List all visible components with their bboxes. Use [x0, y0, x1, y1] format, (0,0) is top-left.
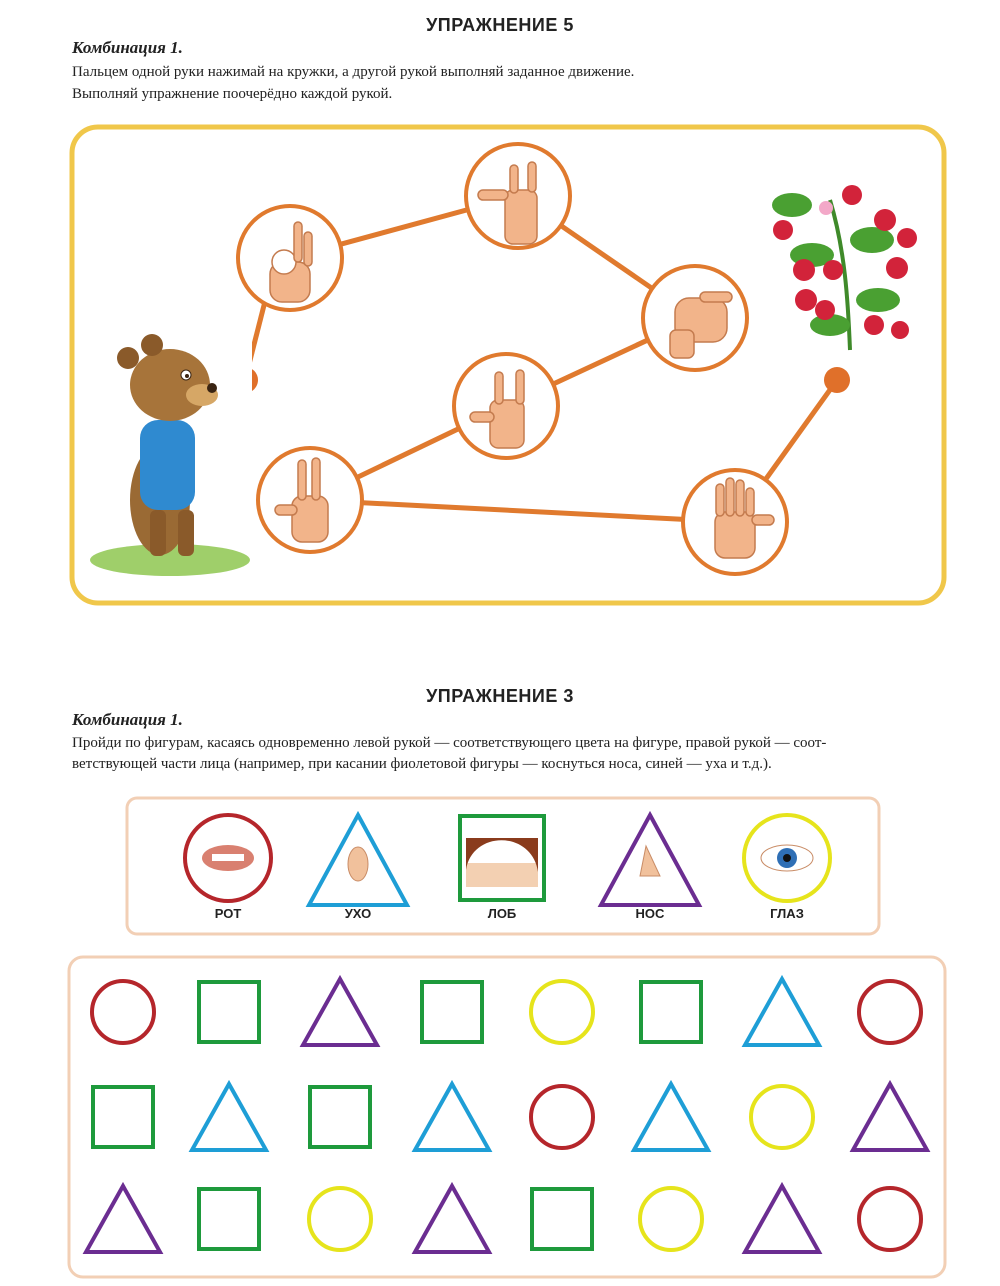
mouth-icon — [202, 845, 254, 871]
exercise3-instruction-line2: ветствующей части лица (например, при касании фиолетовой фигуры — коснуться носа, синей — уха и т.д.). — [72, 756, 772, 772]
exercise3-instruction-line1: Пройди по фигурам, касаясь одновременно левой рукой — соответствующего цвета на фигуре, правой рукой — соот- — [72, 735, 827, 751]
ear-icon — [348, 847, 368, 881]
exercise5-instruction-line1: Пальцем одной руки нажимай на кружки, а другой рукой выполняй заданное движение. — [72, 64, 635, 80]
exercise3-subtitle: Комбинация 1. — [72, 710, 183, 729]
legend-label: РОТ — [214, 906, 242, 921]
exercise5-subtitle: Комбинация 1. — [72, 38, 183, 57]
exercise5-title: УПРАЖНЕНИЕ 5 — [426, 15, 574, 35]
exercise5-instruction-line2: Выполняй упражнение поочерёдно каждой рукой. — [72, 86, 393, 102]
legend-label: УХО — [344, 906, 372, 921]
legend-label: ЛОБ — [487, 906, 517, 921]
legend-label: НОС — [635, 906, 665, 921]
eye-icon — [761, 845, 813, 871]
exercise3-title: УПРАЖНЕНИЕ 3 — [426, 686, 574, 706]
legend-label: ГЛАЗ — [770, 906, 804, 921]
